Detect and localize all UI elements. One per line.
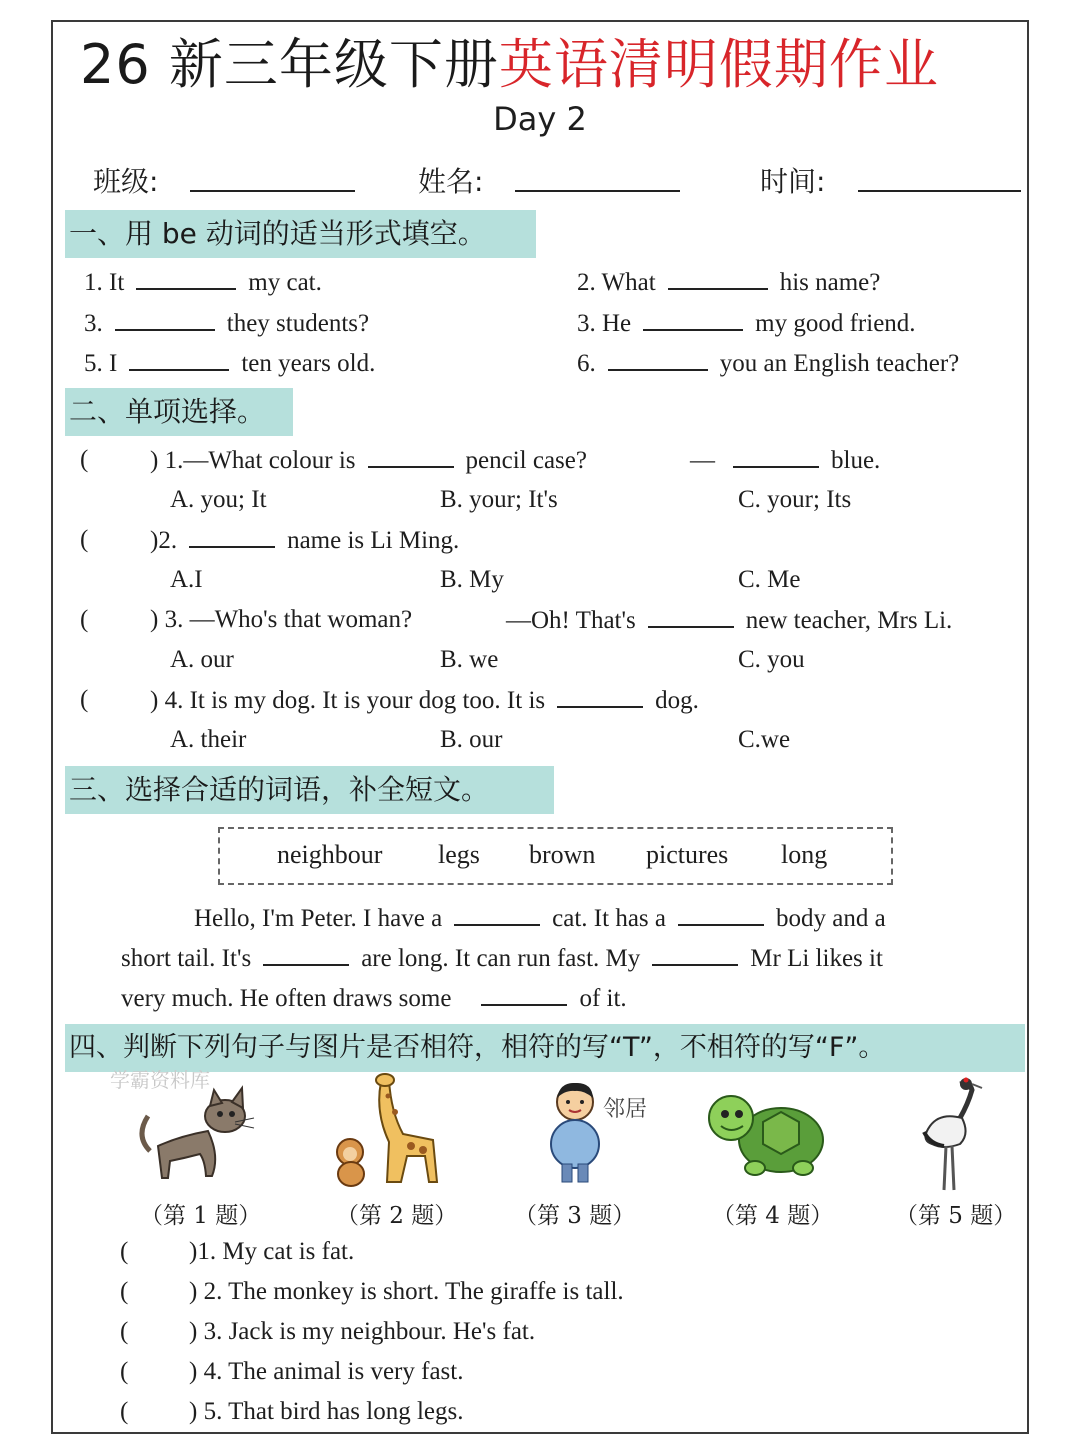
s1-item-3-post: they students? (226, 310, 370, 337)
passage-2b: are long. It can run fast. My (361, 945, 641, 972)
day-label: Day 2 (493, 100, 587, 138)
passage-blank-2[interactable] (678, 904, 764, 926)
s2-q4-option-b[interactable]: B. our (440, 726, 503, 753)
s2-q1-blank-1[interactable] (368, 446, 454, 468)
s2-q4-option-a[interactable]: A. their (170, 726, 247, 753)
s4-item-1-text: )1. My cat is fat. (189, 1238, 355, 1265)
s1-item-4-pre: 3. He (577, 310, 632, 337)
section4-heading: 四、判断下列句子与图片是否相符，相符的写“T”，不相符的写“F”。 (65, 1024, 1025, 1072)
neighbour-label: 邻居 (603, 1097, 648, 1122)
s2-q3-option-c[interactable]: C. you (738, 646, 805, 673)
word-pictures: pictures (646, 840, 729, 869)
s4-item-5-paren[interactable]: ( (120, 1398, 129, 1425)
s2-q3-blank[interactable] (648, 606, 734, 628)
page-frame-bottom (51, 1432, 1029, 1434)
s2-q3-paren[interactable]: ( (80, 606, 89, 633)
s2-q1-option-a[interactable]: A. you; It (170, 486, 267, 513)
time-label: 时间: (760, 165, 826, 198)
s1-item-2-pre: 2. What (577, 269, 656, 296)
passage-line-3 (121, 984, 627, 1013)
s1-item-5 (84, 349, 375, 378)
passage-3a: very much. He often draws some (121, 985, 452, 1012)
turtle-image (703, 1082, 828, 1182)
s1-blank-6[interactable] (608, 349, 708, 371)
s4-item-1-paren[interactable]: ( (120, 1238, 129, 1265)
s4-item-3-paren[interactable]: ( (120, 1318, 129, 1345)
caption-5: （第 5 题） (895, 1203, 1017, 1229)
s1-item-5-pre: 5. I (84, 350, 118, 377)
caption-4: （第 4 题） (712, 1203, 834, 1229)
s1-item-6-post: you an English teacher? (719, 350, 960, 377)
s2-q1-paren[interactable]: ( (80, 446, 89, 473)
s2-q2-option-a[interactable]: A.I (170, 566, 203, 593)
s2-q3-text: ) 3. —Who's that woman? (150, 606, 413, 633)
caption-3: （第 3 题） (514, 1203, 636, 1229)
s2-q3-option-a[interactable]: A. our (170, 646, 234, 673)
section3-heading: 三、选择合适的词语，补全短文。 (65, 766, 554, 814)
passage-blank-4[interactable] (652, 944, 738, 966)
s2-q1-mid: pencil case? (465, 447, 587, 474)
s2-q2-option-b[interactable]: B. My (440, 566, 504, 593)
s1-item-1-post: my cat. (248, 269, 322, 296)
s4-item-4-text: ) 4. The animal is very fast. (189, 1358, 464, 1385)
s2-q3-option-b[interactable]: B. we (440, 646, 499, 673)
word-neighbour: neighbour (277, 840, 383, 869)
class-label: 班级: (93, 165, 159, 198)
s4-item-2-text: ) 2. The monkey is short. The giraffe is tall. (189, 1278, 624, 1305)
section1-heading: 一、用 be 动词的适当形式填空。 (65, 210, 536, 258)
passage-blank-5[interactable] (481, 984, 567, 1006)
word-long: long (781, 840, 828, 869)
s1-blank-1[interactable] (136, 268, 236, 290)
thin-cat-image (130, 1076, 260, 1186)
s2-q2-paren[interactable]: ( (80, 526, 89, 553)
s2-q3-answer (506, 606, 952, 635)
s2-q4-paren[interactable]: ( (80, 686, 89, 713)
s2-q4-option-c[interactable]: C.we (738, 726, 791, 753)
s1-item-4 (577, 309, 916, 338)
s1-blank-2[interactable] (668, 268, 768, 290)
s2-q2-text: )2. (150, 527, 178, 554)
s2-q3-end: new teacher, Mrs Li. (745, 607, 953, 634)
s1-blank-5[interactable] (129, 349, 229, 371)
s2-q2 (150, 526, 459, 555)
s1-item-2 (577, 268, 880, 297)
name-label: 姓名: (418, 165, 484, 198)
passage-blank-1[interactable] (454, 904, 540, 926)
s2-q1-dash: — (690, 447, 715, 474)
passage-blank-3[interactable] (263, 944, 349, 966)
monkey-giraffe-image (325, 1072, 465, 1192)
s1-item-3-pre: 3. (84, 310, 103, 337)
s1-item-2-post: his name? (779, 269, 881, 296)
crane-bird-image (910, 1074, 990, 1194)
s4-item-2-paren[interactable]: ( (120, 1278, 129, 1305)
s2-q1-blank-2[interactable] (733, 446, 819, 468)
s4-item-3-text: ) 3. Jack is my neighbour. He's fat. (189, 1318, 536, 1345)
s4-item-5-text: ) 5. That bird has long legs. (189, 1398, 464, 1425)
passage-2c: Mr Li likes it (750, 945, 883, 972)
fat-boy-image (540, 1078, 610, 1190)
s1-item-6-pre: 6. (577, 350, 596, 377)
s1-item-1 (84, 268, 322, 297)
s2-q1 (150, 446, 587, 475)
watermark: 学霸资料库 (110, 1068, 210, 1092)
s2-q1-text: ) 1.—What colour is (150, 447, 356, 474)
s1-item-4-post: my good friend. (755, 310, 916, 337)
passage-1c: body and a (776, 905, 886, 932)
passage-line-1 (194, 904, 886, 933)
s2-q4 (150, 686, 699, 715)
s1-item-1-pre: 1. It (84, 269, 125, 296)
s2-q2-blank[interactable] (189, 526, 275, 548)
name-field[interactable] (515, 190, 680, 192)
s2-q3-mid: —Oh! That's (506, 607, 636, 634)
passage-3b: of it. (579, 985, 627, 1012)
s2-q4-end: dog. (655, 687, 699, 714)
s1-blank-3[interactable] (115, 309, 215, 331)
page-title (80, 22, 939, 99)
s1-item-5-post: ten years old. (241, 350, 376, 377)
s2-q1-option-b[interactable]: B. your; It's (440, 486, 558, 513)
s1-item-6 (577, 349, 959, 378)
s2-q1-answer (690, 446, 880, 475)
title-subject: 英语清明假期作业 (498, 33, 939, 96)
s2-q4-text: ) 4. It is my dog. It is your dog too. It is (150, 687, 546, 714)
s2-q1-end: blue. (831, 447, 881, 474)
s2-q2-end: name is Li Ming. (287, 527, 460, 554)
s2-q2-option-c[interactable]: C. Me (738, 566, 801, 593)
s2-q4-blank[interactable] (557, 686, 643, 708)
s2-q1-option-c[interactable]: C. your; Its (738, 486, 852, 513)
class-field[interactable] (190, 190, 355, 192)
word-legs: legs (438, 840, 480, 869)
section2-heading: 二、单项选择。 (65, 388, 293, 436)
passage-1a: Hello, I'm Peter. I have a (194, 905, 443, 932)
word-brown: brown (529, 840, 596, 869)
passage-2a: short tail. It's (121, 945, 252, 972)
caption-2: （第 2 题） (336, 1203, 458, 1229)
s1-blank-4[interactable] (643, 309, 743, 331)
caption-1: （第 1 题） (140, 1203, 262, 1229)
time-field[interactable] (858, 190, 1021, 192)
passage-1b: cat. It has a (552, 905, 667, 932)
s1-item-3 (84, 309, 369, 338)
passage-line-2 (121, 944, 883, 973)
s4-item-4-paren[interactable]: ( (120, 1358, 129, 1385)
title-grade: 26 新三年级下册 (80, 33, 499, 96)
